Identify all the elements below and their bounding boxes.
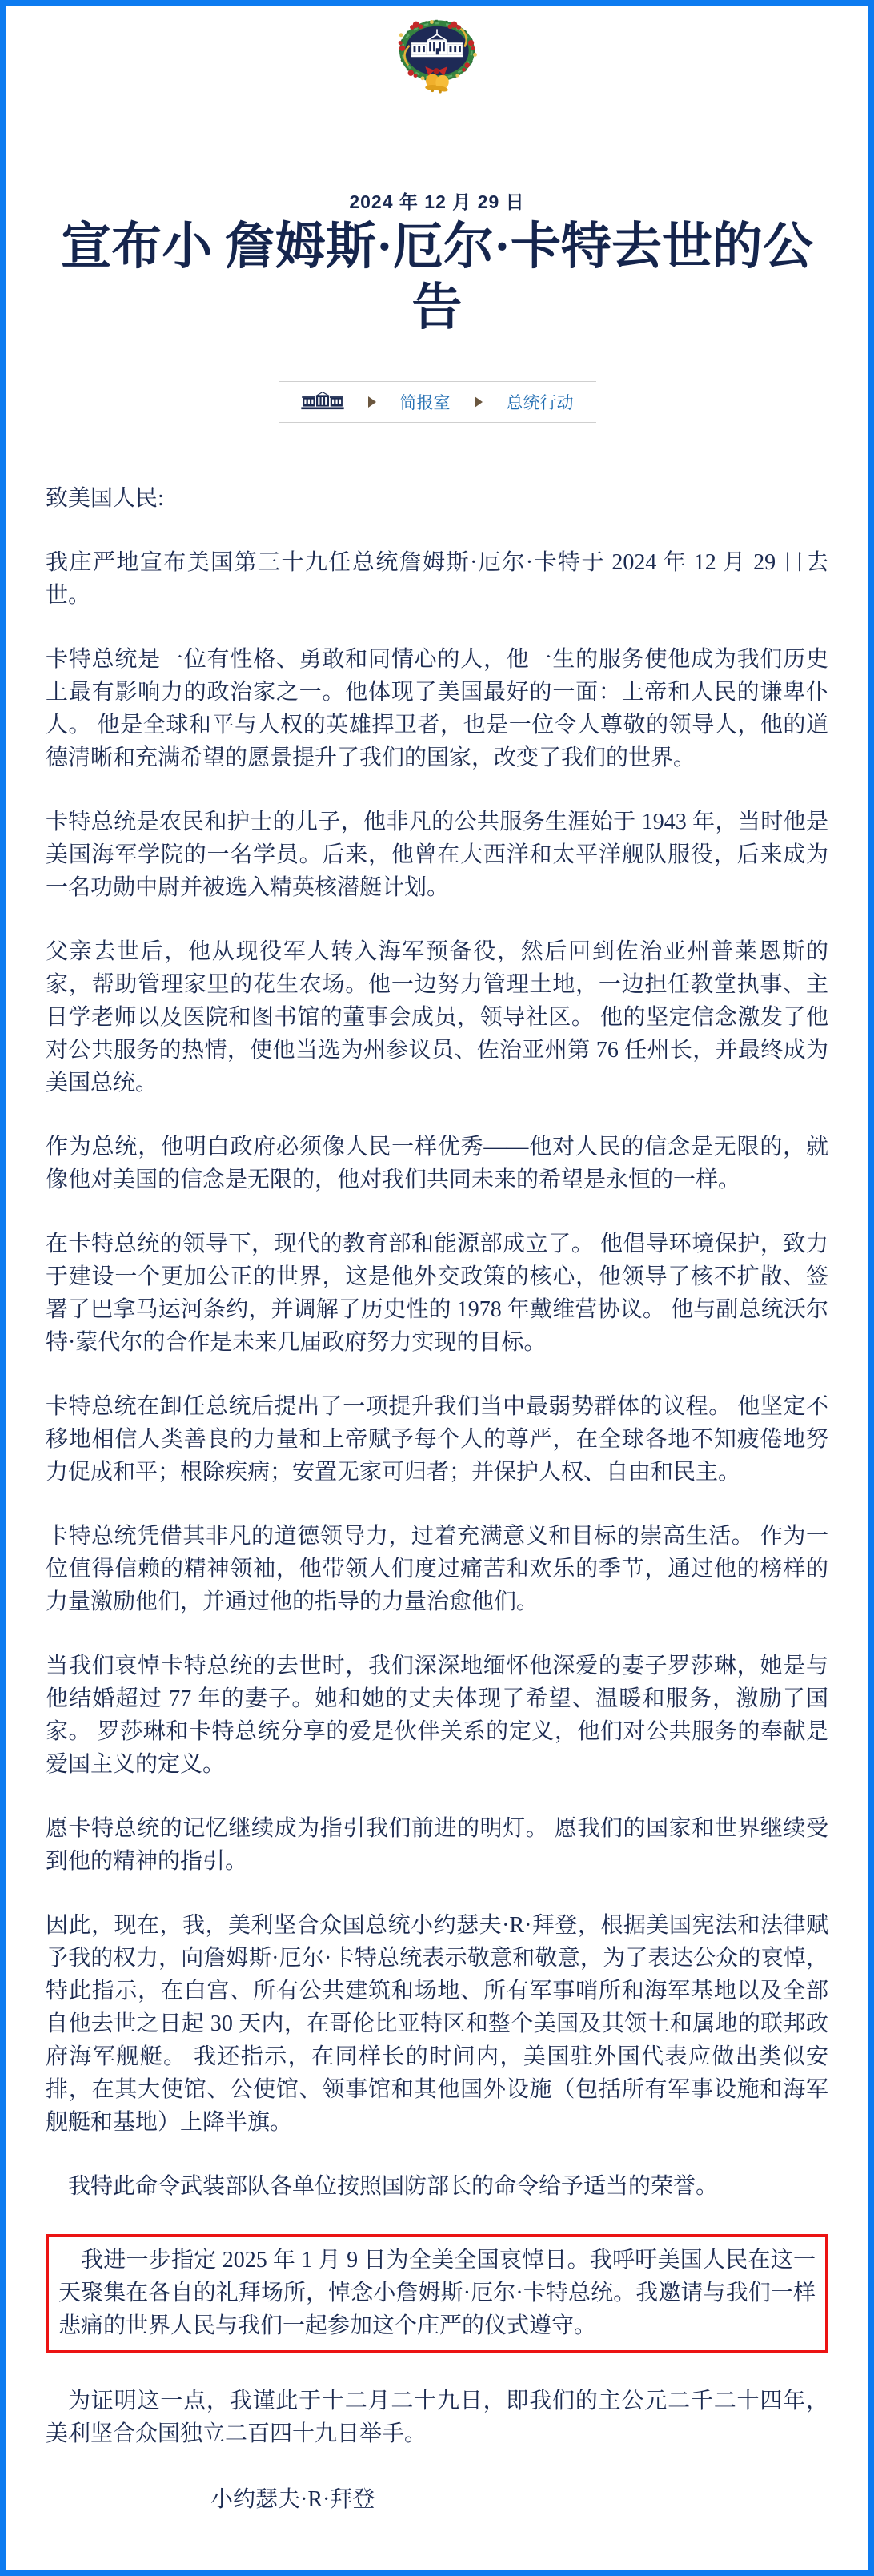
header-logo-area [46,6,828,107]
paragraph: 当我们哀悼卡特总统的去世时，我们深深地缅怀他深爱的妻子罗莎琳，她是与他结婚超过 77 年的妻子。她和她的丈夫体现了希望、温暖和服务，激励了国家。 罗莎琳和卡特总统分享的爱是伙伴关系的定义，他们对公共服务的奉献是爱国主义的定义。 [46,1654,828,1778]
salutation: 致美国人民: [46,486,164,512]
proclamation-body [46,482,828,2514]
breadcrumb-briefing-room-link[interactable]: 简报室 [399,394,451,413]
paragraph: 作为总统，他明白政府必须像人民一样优秀——他对人民的信念是无限的，就像他对美国的信念是无限的，他对我们共同未来的希望是永恒的一样。 [46,1135,828,1193]
paragraph: 我特此命令武装部队各单位按照国防部长的命令给予适当的荣誉。 [68,2174,719,2200]
national-day-of-mourning-highlight [46,2234,828,2353]
paragraph: 卡特总统凭借其非凡的道德领导力，过着充满意义和目标的崇高生活。 作为一位值得信赖的精神领袖，他带领人们度过痛苦和欢乐的季节，通过他的榜样的力量激励他们，并通过他的指导的力量治愈他们。 [46,1524,828,1615]
paragraph: 卡特总统在卸任总统后提出了一项提升我们当中最弱势群体的议程。 他坚定不移地相信人类善良的力量和上帝赋予每个人的尊严，在全球各地不知疲倦地努力促成和平；根除疾病；安置无家可归者；并保护人权、自由和民主。 [46,1394,828,1485]
highlighted-paragraph: 我进一步指定 2025 年 1 月 9 日为全美全国哀悼日。我呼吁美国人民在这一天聚集在各自的礼拜场所，悼念小詹姆斯·厄尔·卡特总统。我邀请与我们一样悲痛的世界人民与我们一起参加这个庄严的仪式遵守。 [58,2248,816,2339]
paragraph: 卡特总统是农民和护士的儿子，他非凡的公共服务生涯始于 1943 年，当时他是美国海军学院的一名学员。后来，他曾在大西洋和太平洋舰队服役，后来成为一名功勋中尉并被选入精英核潜艇计划。 [46,810,828,901]
closing-paragraph: 为证明这一点，我谨此于十二月二十九日，即我们的主公元二千二十四年，美利坚合众国独立二百四十九日举手。 [46,2389,828,2447]
paragraph: 父亲去世后，他从现役军人转入海军预备役，然后回到佐治亚州普莱恩斯的家，帮助管理家里的花生农场。他一边努力管理土地，一边担任教堂执事、主日学老师以及医院和图书馆的董事会成员，领导社区。 他的坚定信念激发了他对公共服务的热情，使他当选为州参议员、佐治亚州第 76 任州长，并最终成为美国总统。 [46,939,828,1096]
publish-date: 2024 年 12 月 29 日 [349,191,525,212]
whitehouse-holiday-wreath-logo [394,18,480,94]
paragraph: 在卡特总统的领导下，现代的教育部和能源部成立了。 他倡导环境保护，致力于建设一个更加公正的世界，这是他外交政策的核心，他领导了核不扩散、签署了巴拿马运河条约，并调解了历史性的 1978 年戴维营协议。 他与副总统沃尔特·蒙代尔的合作是未来几届政府努力实现的目标。 [46,1232,828,1356]
arrow-right-icon [475,396,483,408]
paragraph: 因此，现在，我，美利坚合众国总统小约瑟夫·R·拜登，根据美国宪法和法律赋予我的权力，向詹姆斯·厄尔·卡特总统表示敬意和敬意，为了表达公众的哀悼，特此指示，在白宫、所有公共建筑和场地、所有军事哨所和海军基地以及全部自他去世之日起 30 天内，在哥伦比亚特区和整个美国及其领土和属地的联邦政府海军舰艇。 我还指示，在同样长的时间内，美国驻外国代表应做出类似安排，在其大使馆、公使馆、领事馆和其他国外设施（包括所有军事设施和海军舰艇和基地）上降半旗。 [46,1913,828,2136]
breadcrumb [46,381,828,423]
breadcrumb-home-link[interactable] [301,391,344,414]
whitehouse-logo-link[interactable] [394,18,480,98]
signature: 小约瑟夫·R·拜登 [210,2487,375,2513]
page-title: 宣布小 詹姆斯·厄尔·卡特去世的公告 [61,219,813,336]
paragraph: 卡特总统是一位有性格、勇敢和同情心的人，他一生的服务使他成为我们历史上最有影响力的政治家之一。他体现了美国最好的一面：上帝和人民的谦卑仆人。 他是全球和平与人权的英雄捍卫者，也是一位令人尊敬的领导人，他的道德清晰和充满希望的愿景提升了我们的国家，改变了我们的世界。 [46,647,828,771]
whitehouse-icon [301,391,344,410]
arrow-right-icon [368,396,376,408]
paragraph: 我庄严地宣布美国第三十九任总统詹姆斯·厄尔·卡特于 2024 年 12 月 29 日去世。 [46,550,828,609]
breadcrumb-presidential-actions-link[interactable]: 总统行动 [506,394,574,413]
paragraph: 愿卡特总统的记忆继续成为指引我们前进的明灯。 愿我们的国家和世界继续受到他的精神的指引。 [46,1816,828,1875]
